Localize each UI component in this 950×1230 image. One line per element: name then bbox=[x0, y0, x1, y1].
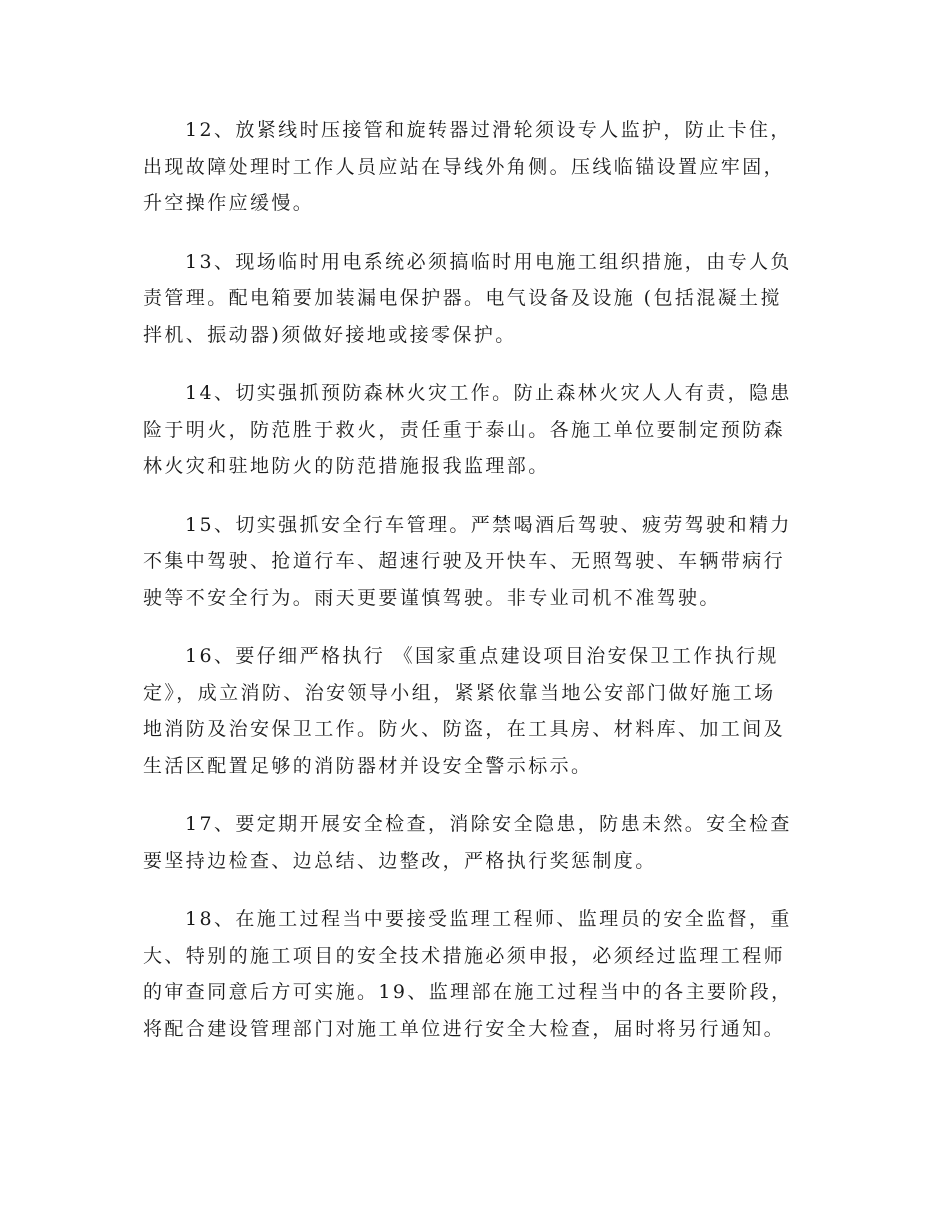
paragraph-line: 升空操作应缓慢。 bbox=[143, 192, 315, 214]
paragraph-line: 14、切实强抓预防森林火灾工作。防止森林火灾人人有责，隐患 bbox=[185, 382, 792, 404]
paragraph-14 bbox=[143, 375, 803, 485]
paragraph-line: 13、现场临时用电系统必须搞临时用电施工组织措施，由专人负 bbox=[185, 250, 792, 273]
paragraph-line: 险于明火，防范胜于救火，责任重于泰山。各施工单位要制定预防森 bbox=[143, 418, 786, 441]
paragraph-line: 要坚持边检查、边总结、边整改，严格执行奖惩制度。 bbox=[143, 849, 657, 872]
paragraph-line: 生活区配置足够的消防器材并设安全警示标示。 bbox=[143, 754, 593, 777]
paragraph-line: 地消防及治安保卫工作。防火、防盗，在工具房、材料库、加工间及 bbox=[143, 718, 786, 740]
paragraph-line: 16、要仔细严格执行 《国家重点建设项目治安保卫工作执行规 bbox=[185, 645, 779, 667]
paragraph-15 bbox=[143, 507, 803, 617]
paragraph-line: 17、要定期开展安全检查，消除安全隐患，防患未然。安全检查 bbox=[185, 813, 792, 835]
paragraph-line: 出现故障处理时工作人员应站在导线外角侧。压线临锚设置应牢固， bbox=[143, 155, 786, 178]
paragraph-line: 驶等不安全行为。雨天更要谨慎驾驶。非专业司机不准驾驶。 bbox=[143, 586, 721, 609]
paragraph-18 bbox=[143, 901, 803, 1047]
paragraph-line: 12、放紧线时压接管和旋转器过滑轮须设专人监护，防止卡住， bbox=[185, 119, 792, 141]
paragraph-16 bbox=[143, 638, 803, 784]
paragraph-line: 定》，成立消防、治安领导小组，紧紧依靠当地公安部门做好施工场 bbox=[143, 681, 776, 704]
paragraph-12 bbox=[143, 112, 803, 222]
paragraph-line: 责管理。配电箱要加装漏电保护器。电气设备及设施 (包括混凝土搅 bbox=[143, 287, 782, 309]
paragraph-17 bbox=[143, 806, 803, 879]
paragraph-line: 大、特别的施工项目的安全技术措施必须申报，必须经过监理工程师 bbox=[143, 944, 786, 967]
paragraph-line: 的审查同意后方可实施。19、监理部在施工过程当中的各主要阶段， bbox=[143, 981, 793, 1003]
paragraph-13 bbox=[143, 244, 803, 354]
paragraph-line: 不集中驾驶、抢道行车、超速行驶及开快车、无照驾驶、车辆带病行 bbox=[143, 550, 786, 572]
document-body bbox=[143, 112, 803, 1069]
paragraph-line: 将配合建设管理部门对施工单位进行安全大检查，届时将另行通知。 bbox=[143, 1017, 786, 1040]
paragraph-line: 拌机、振动器)须做好接地或接零保护。 bbox=[143, 323, 517, 346]
paragraph-line: 18、在施工过程当中要接受监理工程师、监理员的安全监督，重 bbox=[185, 908, 792, 930]
paragraph-line: 15、切实强抓安全行车管理。严禁喝酒后驾驶、疲劳驾驶和精力 bbox=[185, 513, 792, 536]
paragraph-line: 林火灾和驻地防火的防范措施报我监理部。 bbox=[143, 455, 550, 477]
